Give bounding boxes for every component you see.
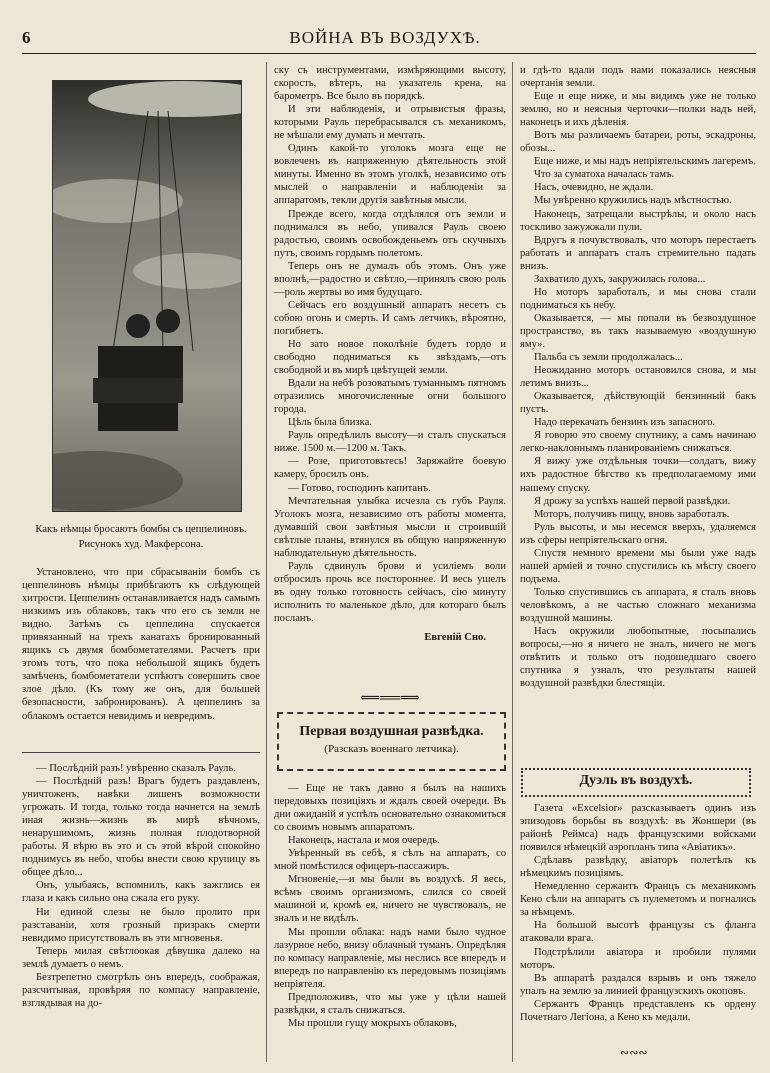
column-1-rule bbox=[22, 752, 260, 753]
paragraph: Сержантъ Францъ представленъ къ ордену Почетнаго Легіона, а Кено къ медали. bbox=[520, 998, 756, 1023]
paragraph: — Послѣдній разъ! увѣренно сказалъ Рауль. bbox=[36, 763, 236, 774]
paragraph: Мы увѣренно кружились надъ мѣстностью. bbox=[534, 195, 732, 207]
paragraph: Оказывается, дѣйствующій бензинный бакъ пустъ. bbox=[520, 391, 756, 416]
paragraph: Вдали на небѣ розоватымъ туманнымъ пятномъ отразились многочисленные огни большого города. bbox=[274, 378, 506, 416]
paragraph: Спустя немного времени мы были уже надъ нашей арміей и точно спустились къ мѣсту своего подъема. bbox=[520, 547, 756, 585]
paragraph: Еще и еще ниже, и мы видимъ уже не только землю, но и неясныя черточки—полки надъ ней, наконецъ и ихъ дѣленія. bbox=[520, 91, 756, 129]
paragraph: — Еще не такъ давно я былъ на нашихъ передовыхъ позиціяхъ и ждалъ своей очереди. Въ дни ожиданій я успѣлъ основательно ознакомиться со своимъ новымъ аппаратомъ. bbox=[274, 783, 506, 834]
column-1-top bbox=[22, 566, 260, 723]
article-title-2: Дуэль въ воздухѣ. bbox=[579, 773, 693, 788]
paragraph: Увѣренный въ себѣ, я сѣлъ на аппаратъ, со мной помѣстился офицеръ-пассажиръ. bbox=[274, 848, 506, 873]
paragraph: Немедленно сержантъ Францъ съ механикомъ Кено сѣли на аппаратъ съ пулеметомъ и погнались за нѣмцемъ. bbox=[520, 881, 756, 919]
paragraph: Вдругъ я почувствовалъ, что моторъ перестаетъ работать и аппаратъ сталъ стремительно падать внизъ. bbox=[520, 234, 756, 272]
paragraph: Только спустившись съ аппарата, я сталъ вновь человѣкомъ, а не частью сложнаго механизма воздушной машины. bbox=[520, 586, 756, 624]
paragraph: — Послѣдній разъ! Врагъ будетъ раздавленъ, уничтоженъ, навѣки лишенъ возможности угрожать. И тогда, только тогда начнется на землѣ иная жизнь—жизнь въ мирѣ вѣчномъ, ненарушимомъ, жизнь полная плодотворной работы. Я вѣрю въ это и съ этой вѣрой спокойно поднимусь въ небо, чтобы внести свою крупицу въ общее дѣло... bbox=[22, 776, 260, 879]
paragraph: Неожиданно моторъ остановился снова, и мы летимъ внизъ... bbox=[520, 365, 756, 390]
zeppelin-illustration bbox=[52, 80, 242, 512]
paragraph: Я дрожу за успѣхъ нашей первой развѣдки. bbox=[534, 495, 731, 507]
ornament-divider: ⟸══⟹ bbox=[360, 691, 420, 706]
paragraph: Подстрѣлили авіатора и пробили пулями моторъ. bbox=[520, 946, 756, 971]
column-divider bbox=[512, 62, 513, 1062]
paragraph: — Розе, приготовьтесь! Заряжайте боевую камеру, бросилъ онъ. bbox=[274, 456, 506, 481]
paragraph: Я вижу уже отдѣльныя точки—солдатъ, вижу ихъ радостное бѣгство къ предполагаемому ими нашему спуску. bbox=[520, 456, 756, 494]
column-2-top bbox=[274, 64, 506, 644]
paragraph: Вотъ мы различаемъ батареи, роты, эскадроны, обозы... bbox=[520, 130, 756, 155]
figure-caption bbox=[22, 522, 260, 552]
paragraph: На большой высотѣ французы съ фланга атаковали врага. bbox=[520, 920, 756, 945]
paragraph: Надо перекачать бензинъ изъ запасного. bbox=[534, 417, 716, 429]
paragraph: Мгновеніе,—и мы были въ воздухѣ. Я весь, всѣмъ своимъ организмомъ, слился со своей машиной и, кромѣ ея, ничего не чувствовалъ, не зналъ и не видѣлъ. bbox=[274, 874, 506, 925]
paragraph: Теперь онъ не думалъ объ этомъ. Онъ уже вполнѣ,—радостно и свѣтло,—принялъ свою роль—роль жертвы во имя будущаго. bbox=[274, 260, 506, 298]
paragraph: Предположивъ, что мы уже у цѣли нашей развѣдки, я сталъ снижаться. bbox=[274, 991, 506, 1016]
paragraph: Мы прошли гущу мокрыхъ облаковъ, bbox=[288, 1017, 457, 1029]
article-heading-box-2 bbox=[521, 768, 751, 797]
paragraph: Цѣль была близка. bbox=[288, 417, 372, 429]
paragraph: Я говорю это своему спутнику, а самъ начинаю легко-наклоннымъ планированіемъ снижаться. bbox=[520, 430, 756, 455]
paragraph: Мы прошли облака: надъ нами было чудное лазурное небо, внизу облачный туманъ. Опредѣляя по компасу направленіе, мы неслись все впередъ и впередъ по направленію къ передовымъ позиціямъ непріятеля. bbox=[274, 926, 506, 990]
paragraph: И эти наблюденія, и отрывистыя фразы, которыми Рауль перебрасывался съ механикомъ, не мѣшали ему думать и мечтать. bbox=[274, 104, 506, 142]
paragraph: Наконецъ, настала и моя очередь. bbox=[288, 835, 440, 847]
paragraph: Сейчасъ его воздушный аппаратъ несетъ съ собою огонь и смерть. И самъ летчикъ, вѣроятно, погибнетъ. bbox=[274, 299, 506, 337]
paragraph: ску съ инструментами, измѣряющими высоту, скорость, вѣтеръ, на указатель крена, на барометръ. Все было въ порядкѣ. bbox=[274, 65, 506, 103]
paragraph: Прежде всего, когда отдѣлялся отъ земли и поднимался въ небо, упивался Рауль своею радостью, своимъ освобожденьемъ отъ скучныхъ путъ, своимъ гордымъ полетомъ. bbox=[274, 208, 506, 259]
paragraph: — Готово, господинъ капитанъ. bbox=[288, 482, 431, 494]
author-signature: Евгеній Сно. bbox=[424, 632, 486, 644]
caption-credit: Рисунокъ худ. Макферсона. bbox=[78, 539, 204, 550]
paragraph: Безтрепетно смотрѣлъ онъ впередъ, соображая, разсчитывая, провѣряя по компасу направленіе, взглядывая на до- bbox=[22, 971, 260, 1009]
paragraph: Рауль сдвинулъ брови и усиліемъ воли отбросилъ прочь все постороннее. И весь ушелъ въ одну только готовность сейчасъ, сію минуту исполнить то маленькое дѣло, для котораго былъ посланъ. bbox=[274, 560, 506, 624]
paragraph: Одинъ какой-то уголокъ мозга еще не вовлеченъ въ напряженную дѣятельность этой минуты. Именно въ этомъ уголкѣ, независимо отъ мыслей о направленіи и наблюденіи за аппаратомъ, текли другія завѣтныя мысли. bbox=[274, 143, 506, 207]
article-title: Первая воздушная развѣдка. bbox=[299, 724, 484, 739]
paragraph: Но моторъ заработалъ, и мы снова стали подниматься къ небу. bbox=[520, 286, 756, 311]
paragraph: Что за суматоха началась тамъ. bbox=[534, 169, 675, 181]
paragraph: Насъ, очевидно, не ждали. bbox=[534, 182, 654, 194]
paragraph: Ни единой слезы не было пролито при разставаніи, хотя грозный призракъ смерти невидимо присутствовалъ въ эти мгновенья. bbox=[22, 906, 260, 944]
paragraph: Захватило духъ, закружилась голова... bbox=[534, 273, 706, 285]
paragraph: Еще ниже, и мы надъ непріятельскимъ лагеремъ. bbox=[534, 156, 756, 168]
caption-line: Какъ нѣмцы бросаютъ бомбы съ цеппелиновъ. bbox=[35, 524, 247, 535]
page-number: 6 bbox=[22, 28, 31, 47]
paragraph: Сдѣлавъ развѣдку, авіаторъ полетѣлъ къ нѣмецкимъ позиціямъ. bbox=[520, 855, 756, 880]
column-divider bbox=[266, 62, 267, 1062]
article-heading-box bbox=[277, 712, 506, 771]
paragraph: Газета «Excelsior» разсказываетъ одинъ изъ эпизодовъ борьбы въ воздухѣ: въ Жоншери (въ районѣ Реймса) надъ французскими войсками появился нѣмецкій аэропланъ типа «Авіатикъ». bbox=[520, 803, 756, 854]
paragraph: и гдѣ-то вдали подъ нами показались неясныя очертанія земли. bbox=[520, 65, 756, 90]
running-title: ВОЙНА ВЪ ВОЗДУХѢ. bbox=[289, 28, 481, 47]
column-1-bottom bbox=[22, 762, 260, 1010]
paragraph: Въ аппаратѣ раздался взрывъ и онъ тяжело упалъ на землю за линией французскихъ окоповъ. bbox=[520, 972, 756, 997]
paragraph: Насъ окружили любопытные, посыпались вопросы,—но я ничего не зналъ, ничего не могъ отвѣтить и только отъ подошедшаго своего спутника я узналъ, что результаты нашей воздушной развѣдки блестящіи. bbox=[520, 626, 756, 690]
column-3-bottom bbox=[520, 802, 756, 1024]
paragraph: Пальба съ земли продолжалась... bbox=[534, 352, 683, 364]
paragraph: Мечтательная улыбка исчезла съ губъ Рауля. Уголокъ мозга, независимо отъ работы момента, думавшій свои завѣтныя мысли и строившій свѣтлые планы, втянулся въ общую напряженную наблюдательную дѣятельность. bbox=[274, 495, 506, 559]
paragraph: Моторъ, получивъ пищу, вновь заработалъ. bbox=[534, 508, 730, 520]
column-2-bottom bbox=[274, 782, 506, 1030]
paragraph: Наконецъ, затрещали выстрѣлы, и около насъ тоскливо зажужжали пули. bbox=[520, 208, 756, 233]
paragraph: Но зато новое поколѣніе будетъ гордо и свободно подниматься къ звѣздамъ,—отъ свободной и въ мирѣ цвѣтущей земли. bbox=[274, 338, 506, 377]
paragraph: Установлено, что при сбрасываніи бомбъ съ цеппелиновъ нѣмцы прибѣгаютъ къ слѣдующей хитрости. Цеппелинъ останавливается надъ самымъ низкимъ изъ облаковъ, такъ что его съ земли не видно. Затѣмъ съ цеппелина спускается привязанный на трехъ канатахъ бронированный ящикъ съ двумя бомбометателями. Расчетъ при этомъ тотъ, что пока небольшой ящикъ будетъ замѣченъ, бомбометатели успѣютъ совершить свое злое дѣло. (Къ тому же онъ, для большей безопасности, забронированъ). А цеппелинъ за облакомъ остается невидимъ и невредимъ. bbox=[22, 567, 260, 722]
paragraph: Теперь милая свѣтлоокая дѣвушка далеко на землѣ думаетъ о немъ. bbox=[22, 945, 260, 970]
paragraph: Рауль опредѣлилъ высоту—и сталъ спускаться ниже. 1500 м.—1200 м. Такъ. bbox=[274, 430, 506, 455]
paragraph: Оказывается, — мы попали въ безвоздушное пространство, въ такъ называемую «воздушную яму». bbox=[520, 312, 756, 350]
paragraph: Руль высоты, и мы несемся вверхъ, удаляемся изъ сферы непріятельскаго огня. bbox=[520, 521, 756, 546]
header-rule bbox=[22, 53, 756, 54]
illustration-drawing bbox=[53, 81, 241, 511]
footer-ornament: ∾∾∾ bbox=[620, 1047, 648, 1059]
paragraph: Онъ, улыбаясь, вспомнилъ, какъ зажглись ея глаза и какъ сильно она сжала его руку. bbox=[22, 880, 260, 905]
column-3-top bbox=[520, 64, 756, 690]
article-subtitle: (Разсказъ военнаго летчика). bbox=[324, 743, 459, 755]
